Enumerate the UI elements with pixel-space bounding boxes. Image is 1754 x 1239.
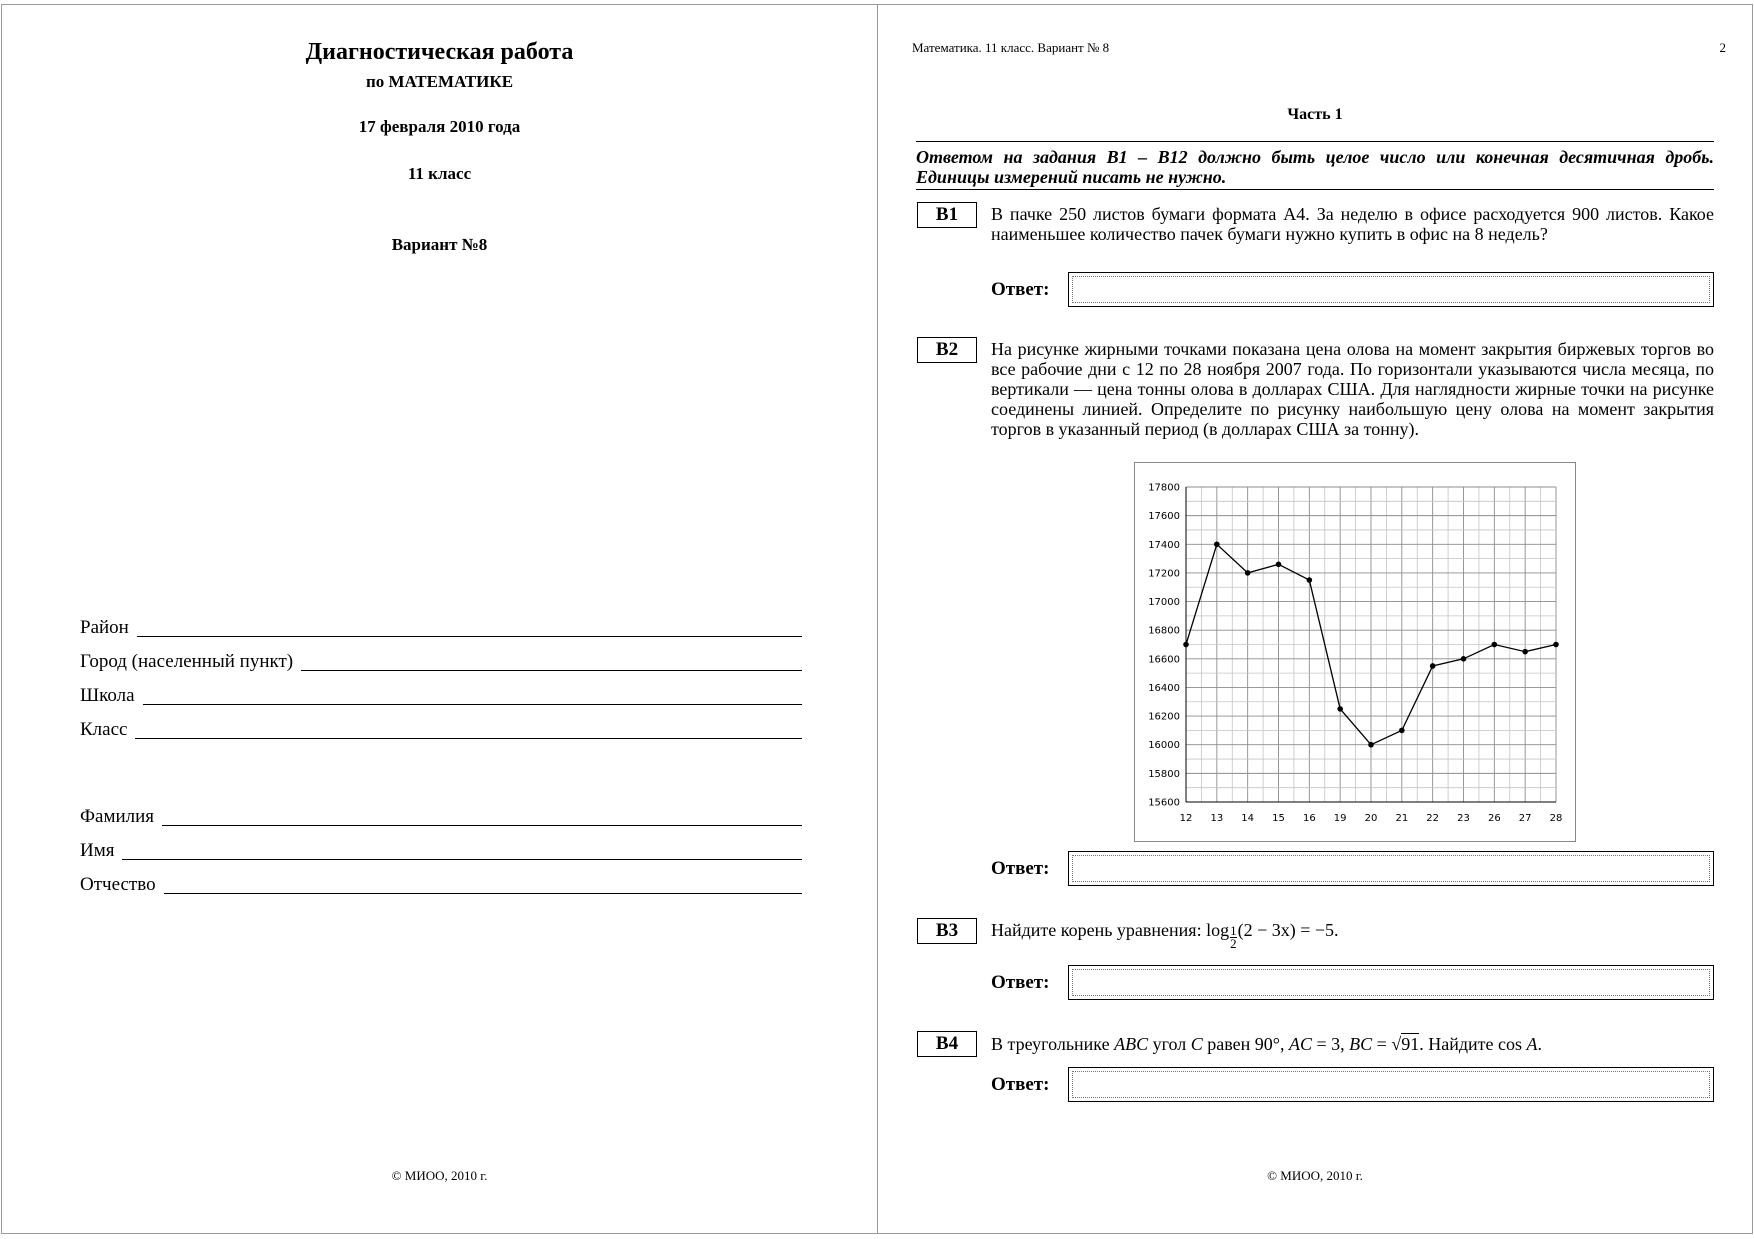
- grade-label: 11 класс: [407, 164, 472, 183]
- field-surname[interactable]: [80, 806, 802, 828]
- task-tag-b4: B4: [917, 1031, 977, 1057]
- data-point: [1183, 642, 1189, 648]
- left-page: [1, 4, 878, 1234]
- x-tick-label: 15: [1272, 813, 1285, 824]
- y-tick-label: 17400: [1148, 539, 1180, 551]
- task-text-b1: В пачке 250 листов бумаги формата А4. За неделю в офисе расходуется 900 листов. Какое наименьшее количество пачек бумаги нужно купить в офис на 8 недель?: [991, 204, 1714, 244]
- answer-box-b1[interactable]: [1068, 272, 1714, 307]
- triangle-name: ABC: [1114, 1034, 1149, 1054]
- variant-label: Вариант №8: [391, 235, 488, 254]
- data-point: [1461, 656, 1467, 662]
- y-tick-label: 15800: [1148, 768, 1180, 780]
- running-header: Математика. 11 класс. Вариант № 8: [912, 40, 1110, 55]
- answer-label: Ответ:: [991, 858, 1050, 879]
- answer-input-area[interactable]: [1072, 969, 1710, 996]
- answer-box-b2[interactable]: [1068, 851, 1714, 886]
- field-label: Отчество: [80, 874, 156, 895]
- x-tick-label: 14: [1241, 813, 1255, 824]
- b4-text-part: В треугольнике: [991, 1034, 1115, 1054]
- log-base-numerator: 1: [1230, 923, 1237, 938]
- data-point: [1368, 742, 1374, 748]
- page-title: Диагностическая работа: [305, 39, 574, 65]
- sqrt-sign: √: [1391, 1034, 1402, 1054]
- y-tick-label: 17200: [1148, 568, 1180, 580]
- field-district[interactable]: [80, 617, 802, 639]
- y-tick-label: 16200: [1148, 711, 1180, 723]
- field-school[interactable]: [80, 685, 802, 707]
- equation-prefix: Найдите корень уравнения: log: [991, 920, 1230, 940]
- answer-label: Ответ:: [991, 279, 1050, 300]
- x-tick-label: 20: [1364, 813, 1378, 824]
- field-line[interactable]: [122, 858, 802, 860]
- copyright-footer: © МИОО, 2010 г.: [1267, 1168, 1363, 1183]
- y-tick-label: 17600: [1148, 511, 1180, 523]
- data-point: [1307, 577, 1313, 583]
- instruction-text: Ответом на задания В1 – В12 должно быть целое число или конечная десятичная дробь. Единицы измерений писать не нужно.: [916, 141, 1714, 190]
- b4-text-part: = 3,: [1312, 1034, 1350, 1054]
- field-line[interactable]: [162, 824, 802, 826]
- task-tag-b1: B1: [917, 202, 977, 228]
- field-label: Школа: [80, 685, 135, 706]
- data-point: [1430, 663, 1436, 669]
- x-tick-label: 27: [1518, 813, 1532, 824]
- side-bc: BC: [1349, 1034, 1373, 1054]
- field-label: Класс: [80, 719, 128, 740]
- target-angle: A: [1526, 1034, 1538, 1054]
- x-tick-label: 23: [1457, 813, 1470, 824]
- field-label: Фамилия: [80, 806, 155, 827]
- y-tick-label: 16000: [1148, 740, 1180, 752]
- log-base-denominator: 2: [1230, 936, 1237, 951]
- b4-text-part: . Найдите cos: [1419, 1034, 1527, 1054]
- chart-svg: [1135, 463, 1575, 841]
- field-line[interactable]: [137, 635, 802, 637]
- data-point: [1276, 562, 1282, 568]
- y-tick-label: 16800: [1148, 625, 1180, 637]
- equation-suffix: (2 − 3x) = −5.: [1237, 920, 1339, 940]
- field-city[interactable]: [80, 651, 802, 673]
- b4-text-part: равен 90°,: [1202, 1034, 1289, 1054]
- page-number: 2: [1719, 40, 1726, 55]
- data-point: [1337, 706, 1343, 712]
- answer-box-b3[interactable]: [1068, 965, 1714, 1000]
- answer-label: Ответ:: [991, 972, 1050, 993]
- field-line[interactable]: [164, 892, 802, 894]
- answer-input-area[interactable]: [1072, 855, 1710, 882]
- field-line[interactable]: [301, 669, 802, 671]
- x-tick-label: 22: [1426, 813, 1440, 824]
- field-class[interactable]: [80, 719, 802, 741]
- field-label: Район: [80, 617, 129, 638]
- data-point: [1522, 649, 1528, 655]
- x-tick-label: 12: [1179, 813, 1193, 824]
- answer-input-area[interactable]: [1072, 1071, 1710, 1098]
- right-page: [877, 4, 1753, 1234]
- field-line[interactable]: [135, 737, 802, 739]
- x-tick-label: 21: [1395, 813, 1409, 824]
- field-line[interactable]: [143, 703, 802, 705]
- y-tick-label: 15600: [1148, 797, 1180, 809]
- y-tick-label: 17800: [1148, 482, 1180, 494]
- field-label: Город (населенный пункт): [80, 651, 294, 672]
- radicand: 91: [1401, 1034, 1420, 1054]
- log-base-fraction: [1230, 925, 1237, 950]
- angle-name: C: [1190, 1034, 1203, 1054]
- x-tick-label: 26: [1487, 813, 1501, 824]
- subject-title: по МАТЕМАТИКЕ: [365, 72, 514, 91]
- task-text-b2: На рисунке жирными точками показана цена олова на момент закрытия биржевых торгов во все рабочие дни с 12 по 28 ноября 2007 года. По горизонтали указываются числа месяца, по вертикали — цена тонны олова в долларах США. Для наглядности жирные точки на рисунке соединены линией. Определите по рисунку наибольшую цену олова на момент закрытия торгов в указанный период (в долларах США за тонну).: [991, 339, 1714, 439]
- field-name[interactable]: [80, 840, 802, 862]
- data-point: [1245, 570, 1251, 576]
- b4-text-part: =: [1372, 1034, 1392, 1054]
- task-text-b3: [991, 920, 1714, 950]
- task-tag-b3: B3: [917, 918, 977, 944]
- answer-input-area[interactable]: [1072, 276, 1710, 303]
- data-point: [1553, 642, 1559, 648]
- answer-box-b4[interactable]: [1068, 1067, 1714, 1102]
- data-point: [1214, 541, 1220, 547]
- y-tick-label: 17000: [1148, 597, 1180, 609]
- task-tag-b2: B2: [917, 337, 977, 363]
- data-point: [1492, 642, 1498, 648]
- data-point: [1399, 728, 1405, 734]
- x-tick-label: 13: [1210, 813, 1224, 824]
- b4-text-part: угол: [1148, 1034, 1191, 1054]
- answer-label: Ответ:: [991, 1074, 1050, 1095]
- price-chart: [1134, 462, 1576, 842]
- part-title: Часть 1: [1287, 106, 1343, 123]
- copyright-footer: © МИОО, 2010 г.: [391, 1168, 488, 1183]
- x-tick-label: 16: [1302, 813, 1316, 824]
- x-tick-label: 28: [1549, 813, 1563, 824]
- b4-text-part: .: [1537, 1034, 1542, 1054]
- x-tick-label: 19: [1333, 813, 1347, 824]
- task-text-b4: [991, 1034, 1714, 1054]
- field-patronymic[interactable]: [80, 874, 802, 896]
- y-tick-label: 16400: [1148, 682, 1180, 694]
- field-label: Имя: [80, 840, 115, 861]
- y-tick-label: 16600: [1148, 654, 1180, 666]
- exam-date: 17 февраля 2010 года: [358, 117, 521, 136]
- side-ac: AC: [1288, 1034, 1312, 1054]
